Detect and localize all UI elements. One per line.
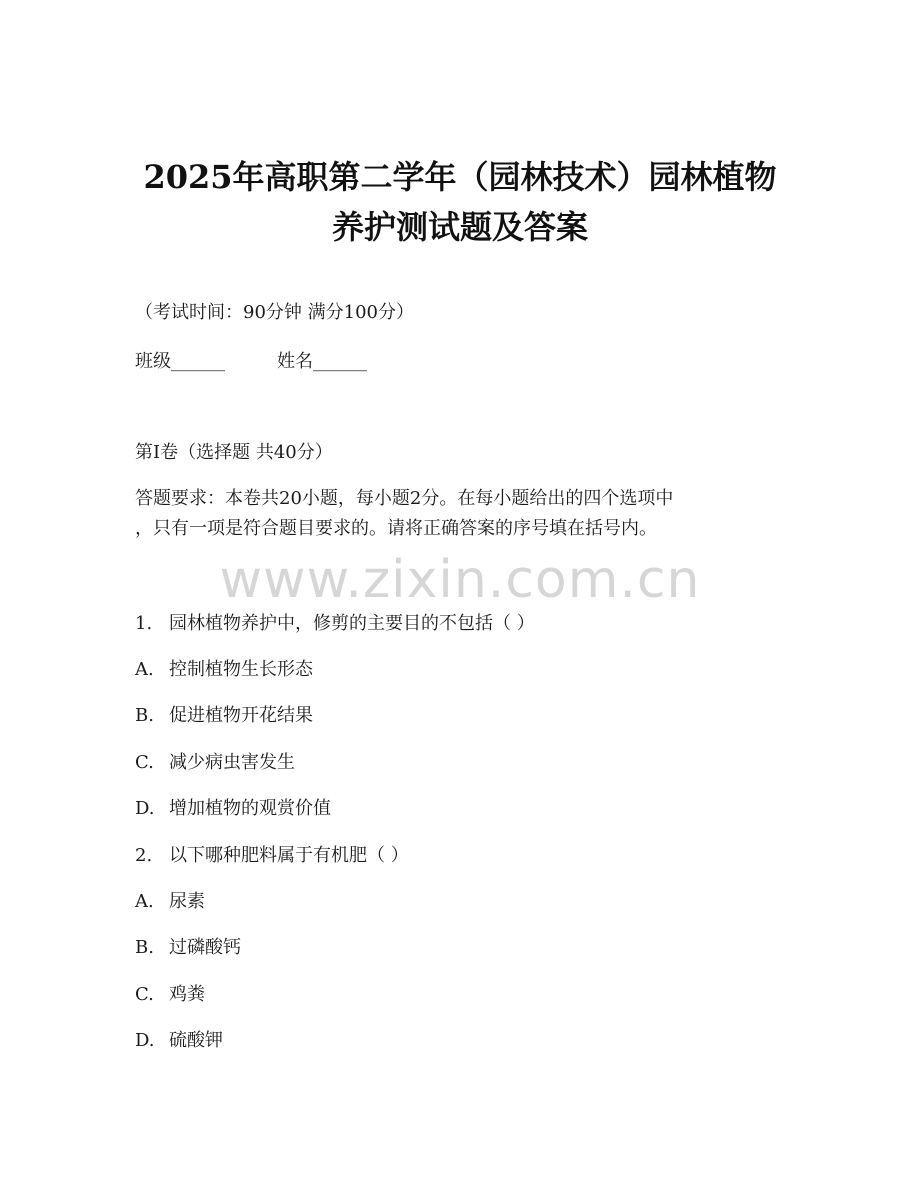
option-letter: B. <box>135 937 154 958</box>
question-1-stem <box>135 611 535 637</box>
question-2-option-d <box>135 1028 223 1054</box>
question-text: 以下哪种肥料属于有机肥（ ） <box>169 845 409 866</box>
question-2-option-a <box>135 889 205 915</box>
document-title-line2: 养护测试题及答案 <box>331 208 588 246</box>
question-2-option-c <box>135 982 205 1008</box>
question-1-option-d <box>135 796 331 822</box>
watermark: www.zixin.com.cn <box>219 550 701 610</box>
question-2-stem <box>135 843 409 869</box>
name-field: 姓名______ <box>277 351 367 372</box>
question-number: 1. <box>135 613 153 634</box>
option-text: 增加植物的观赏价值 <box>169 798 331 819</box>
option-text: 减少病虫害发生 <box>169 752 295 773</box>
instructions-line1: 答题要求：本卷共20小题，每小题2分。在每小题给出的四个选项中 <box>135 488 674 509</box>
question-text: 园林植物养护中，修剪的主要目的不包括（ ） <box>169 613 535 634</box>
option-letter: D. <box>135 798 155 819</box>
option-letter: C. <box>135 752 154 773</box>
option-letter: B. <box>135 705 154 726</box>
question-1-option-c <box>135 750 295 776</box>
option-text: 尿素 <box>169 891 205 912</box>
question-number: 2. <box>135 845 153 866</box>
question-1-option-b <box>135 703 313 729</box>
question-2-option-b <box>135 935 241 961</box>
option-letter: C. <box>135 984 154 1005</box>
document-title-line1: 2025年高职第二学年（园林技术）园林植物 <box>143 158 777 196</box>
exam-info: （考试时间：90分钟 满分100分） <box>135 302 414 323</box>
option-text: 硫酸钾 <box>169 1030 223 1051</box>
question-1-option-a <box>135 657 313 683</box>
option-text: 鸡粪 <box>169 984 205 1005</box>
option-letter: A. <box>135 659 154 680</box>
option-letter: A. <box>135 891 154 912</box>
section-title: 第I卷（选择题 共40分） <box>135 442 333 463</box>
option-text: 促进植物开花结果 <box>169 705 313 726</box>
option-text: 过磷酸钙 <box>169 937 241 958</box>
class-field: 班级______ <box>135 351 225 372</box>
student-fields <box>135 349 367 375</box>
option-letter: D. <box>135 1030 155 1051</box>
option-text: 控制植物生长形态 <box>169 659 313 680</box>
instructions-line2: ，只有一项是符合题目要求的。请将正确答案的序号填在括号内。 <box>135 518 657 539</box>
